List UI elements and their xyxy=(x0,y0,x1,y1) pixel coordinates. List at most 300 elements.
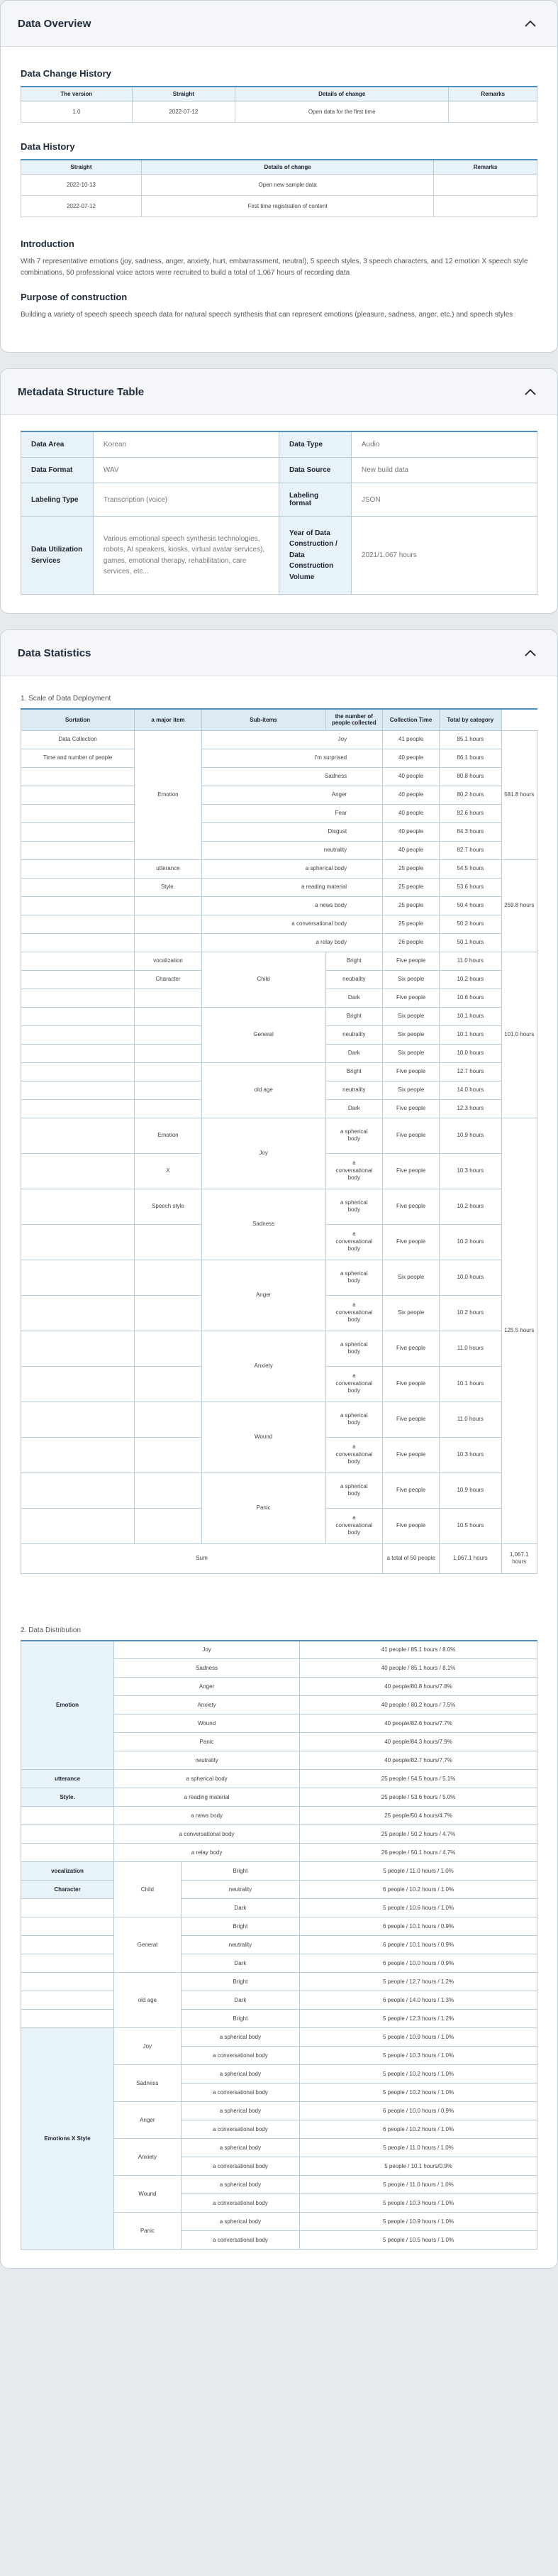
table-cell: 5 people / 11.0 hours / 1.0% xyxy=(300,2139,537,2157)
table-cell: Five people xyxy=(383,1331,440,1366)
table-cell xyxy=(21,1402,135,1437)
table-cell xyxy=(21,970,135,989)
table-cell xyxy=(21,841,135,859)
table-cell: 12.7 hours xyxy=(440,1062,501,1081)
table-cell xyxy=(21,2010,114,2028)
table-cell: a spherical body xyxy=(181,2028,299,2047)
table-cell: 53.6 hours xyxy=(440,878,501,896)
table-cell: Emotion xyxy=(135,1118,202,1153)
column-header: The version xyxy=(21,87,133,101)
table-cell: Emotion xyxy=(21,1641,114,1770)
table-cell: General xyxy=(114,1917,182,1973)
table-cell: Dark xyxy=(181,1991,299,2010)
table-cell: Joy xyxy=(114,1641,300,1659)
table-cell: a spherical body xyxy=(181,2176,299,2194)
table-cell: 6 people / 10.0 hours / 0.9% xyxy=(300,2102,537,2120)
table-row xyxy=(21,1991,537,2010)
table-cell: 125.5 hours xyxy=(501,1118,537,1543)
table-cell xyxy=(135,1295,202,1331)
table-cell: a conversational body xyxy=(325,1508,383,1543)
column-header: Total by category xyxy=(440,709,501,730)
table-cell xyxy=(21,859,135,878)
table-cell: a conversational body xyxy=(181,2047,299,2065)
table-cell: 14.0 hours xyxy=(440,1081,501,1099)
table-cell: 25 people / 50.2 hours / 4.7% xyxy=(300,1825,537,1844)
table-row xyxy=(21,1899,537,1917)
table-cell: Five people xyxy=(383,1189,440,1224)
table-cell: 10.0 hours xyxy=(440,1260,501,1295)
table-cell: 50.4 hours xyxy=(440,896,501,915)
table-cell: Five people xyxy=(383,1153,440,1189)
meta-value: Audio xyxy=(351,431,537,458)
table-cell xyxy=(135,989,202,1007)
table-row xyxy=(21,822,537,841)
table-cell xyxy=(21,1331,135,1366)
table-cell: Bright xyxy=(181,1973,299,1991)
table-cell xyxy=(21,896,135,915)
table-cell: 1,067.1 hours xyxy=(501,1543,537,1573)
column-header: Sub-items xyxy=(201,709,325,730)
table-cell: 10.2 hours xyxy=(440,1189,501,1224)
table-cell: 5 people / 10.2 hours / 1.0% xyxy=(300,2065,537,2084)
table-row xyxy=(21,952,537,970)
table-cell: 5 people / 11.0 hours / 1.0% xyxy=(300,2176,537,2194)
table-cell: 581.8 hours xyxy=(501,730,537,859)
table-cell: Dark xyxy=(181,1899,299,1917)
table-cell: a spherical body xyxy=(201,859,382,878)
table-cell xyxy=(449,101,537,123)
meta-value: Various emotional speech synthesis technologies, robots, AI speakers, kiosks, virtual avatar services), games, emotional therapy, rehabilitation, care services, etc... xyxy=(93,517,279,595)
meta-key: Year of Data Construction / Data Construction Volume xyxy=(279,517,351,595)
table-cell: 5 people / 10.3 hours / 1.0% xyxy=(300,2047,537,2065)
table-cell: a conversational body xyxy=(325,1366,383,1402)
panel-title: Data Overview xyxy=(18,17,91,30)
table-cell: Anxiety xyxy=(201,1331,325,1402)
meta-value: 2021/1,067 hours xyxy=(351,517,537,595)
table-cell: a spherical body xyxy=(325,1118,383,1153)
table-cell: Five people xyxy=(383,1224,440,1260)
table-cell: Bright xyxy=(181,1917,299,1936)
table-cell: 12.3 hours xyxy=(440,1099,501,1118)
meta-key: Data Format xyxy=(21,458,94,483)
table-cell xyxy=(21,1991,114,2010)
table-cell xyxy=(21,1044,135,1062)
table-row xyxy=(21,1862,537,1881)
table-cell: 10.3 hours xyxy=(440,1437,501,1473)
table-row xyxy=(21,1973,537,1991)
table-cell xyxy=(135,1025,202,1044)
table-cell xyxy=(21,1260,135,1295)
table-row xyxy=(21,87,537,101)
table-cell: Six people xyxy=(383,1025,440,1044)
table-cell: 6 people / 10.1 hours / 0.9% xyxy=(300,1936,537,1954)
table-cell xyxy=(135,1260,202,1295)
table-cell: Dark xyxy=(325,1044,383,1062)
table-cell: Five people xyxy=(383,989,440,1007)
table-cell: 5 people / 10.3 hours / 1.0% xyxy=(300,2194,537,2213)
table-row xyxy=(21,804,537,822)
table-cell: Child xyxy=(201,952,325,1007)
table-cell xyxy=(21,1473,135,1508)
table-cell: neutrality xyxy=(114,1751,300,1770)
table-cell xyxy=(21,1807,114,1825)
table-cell: Sum xyxy=(21,1543,383,1573)
table-cell xyxy=(135,933,202,952)
table-cell: Bright xyxy=(325,952,383,970)
table-cell: Style. xyxy=(21,1788,114,1807)
table-cell: 6 people / 10.1 hours / 0.9% xyxy=(300,1917,537,1936)
table-cell xyxy=(135,1081,202,1099)
panel-header[interactable] xyxy=(1,369,557,415)
table-cell: a conversational body xyxy=(181,2084,299,2102)
table-cell: First time registration of content xyxy=(142,196,434,217)
table-cell: Dark xyxy=(325,1099,383,1118)
table-cell: 25 people xyxy=(383,896,440,915)
table-cell: 5 people / 12.7 hours / 1.2% xyxy=(300,1973,537,1991)
table-cell: Wound xyxy=(114,2176,182,2213)
table-cell: 5 people / 10.9 hours / 1.0% xyxy=(300,2213,537,2231)
table-cell xyxy=(135,1473,202,1508)
table-cell: 40 people xyxy=(383,767,440,786)
table-cell: Open new sample data xyxy=(142,175,434,196)
table-cell: a news body xyxy=(114,1807,300,1825)
table-cell: Open data for the first time xyxy=(235,101,449,123)
table-cell xyxy=(135,1007,202,1025)
table-cell: 11.0 hours xyxy=(440,1331,501,1366)
table-cell xyxy=(21,1917,114,1936)
table-cell: neutrality xyxy=(201,841,382,859)
table-row xyxy=(21,1189,537,1224)
table-row xyxy=(21,1260,537,1295)
panel-header[interactable] xyxy=(1,630,557,676)
table-cell xyxy=(21,1936,114,1954)
table-cell: Anger xyxy=(114,1678,300,1696)
chevron-up-icon[interactable] xyxy=(520,382,540,402)
table-cell: a spherical body xyxy=(325,1331,383,1366)
table-row xyxy=(21,749,537,767)
table-cell xyxy=(21,915,135,933)
table-cell xyxy=(21,952,135,970)
table-cell: Dark xyxy=(181,1954,299,1973)
section-title: Purpose of construction xyxy=(21,292,128,302)
table-cell: 40 people/84.3 hours/7.9% xyxy=(300,1733,537,1751)
table-cell xyxy=(21,1825,114,1844)
panel-title: Metadata Structure Table xyxy=(18,385,145,398)
table-cell: Anger xyxy=(201,1260,325,1331)
table-cell: 2022-07-12 xyxy=(132,101,235,123)
table-cell xyxy=(434,196,537,217)
table-cell: neutrality xyxy=(325,1025,383,1044)
table-cell: 40 people/82.7 hours/7.7% xyxy=(300,1751,537,1770)
table-cell xyxy=(21,1899,114,1917)
table-row xyxy=(21,1007,537,1025)
table-row xyxy=(21,915,537,933)
table-cell: X xyxy=(135,1153,202,1189)
table-cell xyxy=(21,933,135,952)
table-cell: Emotions X Style xyxy=(21,2028,114,2250)
table-cell: a conversational body xyxy=(114,1825,300,1844)
section-title: Data History xyxy=(21,141,75,152)
table-cell xyxy=(21,1366,135,1402)
table-cell: 101.0 hours xyxy=(501,952,537,1118)
meta-key: Data Source xyxy=(279,458,351,483)
table-cell: 1.0 xyxy=(21,101,133,123)
table-cell: Style. xyxy=(135,878,202,896)
table-cell: a conversational body xyxy=(201,915,382,933)
table-cell: 40 people xyxy=(383,804,440,822)
table-row xyxy=(21,933,537,952)
table-cell: 50.2 hours xyxy=(440,915,501,933)
table-cell: 85.1 hours xyxy=(440,730,501,749)
column-header: the number of people collected xyxy=(325,709,383,730)
table-cell: Anxiety xyxy=(114,1696,300,1714)
column-header: Sortation xyxy=(21,709,135,730)
table-cell: 11.0 hours xyxy=(440,952,501,970)
table-cell xyxy=(21,1954,114,1973)
meta-key: Data Type xyxy=(279,431,351,458)
table-cell: 6 people / 10.2 hours / 1.0% xyxy=(300,2120,537,2139)
table-row xyxy=(21,2010,537,2028)
metadata-table xyxy=(21,431,537,595)
table-cell: 80.8 hours xyxy=(440,767,501,786)
table-cell: 6 people / 14.0 hours / 1.3% xyxy=(300,1991,537,2010)
table-cell: Time and number of people xyxy=(21,749,135,767)
section-title: Introduction xyxy=(21,238,74,249)
table-cell: 84.3 hours xyxy=(440,822,501,841)
table-cell: Six people xyxy=(383,1260,440,1295)
table-cell xyxy=(21,878,135,896)
meta-key: Labeling Type xyxy=(21,483,94,517)
table-cell: 40 people / 85.1 hours / 8.1% xyxy=(300,1659,537,1678)
column-header: a major item xyxy=(135,709,202,730)
table-row xyxy=(21,1844,537,1862)
meta-value: Korean xyxy=(93,431,279,458)
distribution-table xyxy=(21,1640,537,2250)
table-cell: vocalization xyxy=(21,1862,114,1881)
table-cell: Sadness xyxy=(201,1189,325,1260)
table-cell: 1,067.1 hours xyxy=(440,1543,501,1573)
column-header: Collection Time xyxy=(383,709,440,730)
table-cell: 5 people / 10.5 hours / 1.0% xyxy=(300,2231,537,2250)
table-cell: a conversational body xyxy=(325,1437,383,1473)
table-cell: 10.1 hours xyxy=(440,1007,501,1025)
table-cell: a total of 50 people xyxy=(383,1543,440,1573)
table-cell: 5 people / 10.6 hours / 1.0% xyxy=(300,1899,537,1917)
table-cell: Joy xyxy=(201,730,382,749)
table-cell: 25 people xyxy=(383,878,440,896)
panel-header[interactable] xyxy=(1,1,557,47)
table-cell: Wound xyxy=(114,1714,300,1733)
table-cell: Panic xyxy=(201,1473,325,1543)
table-cell: 5 people / 11.0 hours / 1.0% xyxy=(300,1862,537,1881)
table-cell: 10.0 hours xyxy=(440,1044,501,1062)
table-cell: Bright xyxy=(181,1862,299,1881)
table-cell: Bright xyxy=(325,1007,383,1025)
table-cell: Speech style xyxy=(135,1189,202,1224)
table-cell: a reading material xyxy=(114,1788,300,1807)
table-cell: Six people xyxy=(383,1081,440,1099)
table-cell: a spherical body xyxy=(325,1473,383,1508)
table-row xyxy=(21,458,537,483)
table-row xyxy=(21,175,537,196)
table-cell: 10.9 hours xyxy=(440,1473,501,1508)
table-cell: Character xyxy=(21,1881,114,1899)
table-cell: Five people xyxy=(383,1099,440,1118)
table-cell: a conversational body xyxy=(325,1153,383,1189)
table-cell: Six people xyxy=(383,1044,440,1062)
table-row xyxy=(21,1118,537,1153)
table-row xyxy=(21,431,537,458)
table-cell: Five people xyxy=(383,1402,440,1437)
table-cell: a relay body xyxy=(114,1844,300,1862)
table-row xyxy=(21,1936,537,1954)
table-cell: a spherical body xyxy=(181,2065,299,2084)
table-cell: 10.3 hours xyxy=(440,1153,501,1189)
table-cell: Joy xyxy=(114,2028,182,2065)
table-cell: a conversational body xyxy=(181,2231,299,2250)
table-cell: 41 people xyxy=(383,730,440,749)
table-cell: 40 people/82.6 hours/7.7% xyxy=(300,1714,537,1733)
table-cell: 40 people / 80.2 hours / 7.5% xyxy=(300,1696,537,1714)
table-cell: a conversational body xyxy=(181,2120,299,2139)
table-cell xyxy=(21,1007,135,1025)
table-cell: a spherical body xyxy=(181,2139,299,2157)
table-row xyxy=(21,1807,537,1825)
table-cell: Joy xyxy=(201,1118,325,1189)
table-cell: Five people xyxy=(383,1437,440,1473)
table-cell: 10.1 hours xyxy=(440,1366,501,1402)
table-cell xyxy=(135,1099,202,1118)
table-cell: 82.7 hours xyxy=(440,841,501,859)
table-cell: a relay body xyxy=(201,933,382,952)
table-cell: 40 people xyxy=(383,749,440,767)
table-cell: Six people xyxy=(383,1295,440,1331)
table-cell xyxy=(21,1508,135,1543)
table-cell: neutrality xyxy=(181,1881,299,1899)
table-cell: Data Collection xyxy=(21,730,135,749)
meta-key: Data Area xyxy=(21,431,94,458)
table-cell: Dark xyxy=(325,989,383,1007)
table-cell: 54.5 hours xyxy=(440,859,501,878)
table-cell xyxy=(21,1295,135,1331)
table-cell: old age xyxy=(114,1973,182,2028)
table-cell: Fear xyxy=(201,804,382,822)
table-row xyxy=(21,709,537,730)
table-cell: 25 people xyxy=(383,859,440,878)
table-row xyxy=(21,1788,537,1807)
dist-title: 2. Data Distribution xyxy=(21,1626,82,1634)
table-cell: Panic xyxy=(114,1733,300,1751)
table-cell: Anger xyxy=(114,2102,182,2139)
table-cell xyxy=(135,1366,202,1402)
table-cell xyxy=(21,1224,135,1260)
table-cell: 80.2 hours xyxy=(440,786,501,804)
table-row xyxy=(21,730,537,749)
table-row xyxy=(21,1917,537,1936)
table-row xyxy=(21,517,537,595)
table-cell: 26 people / 50.1 hours / 4.7% xyxy=(300,1844,537,1862)
table-cell: 6 people / 10.0 hours / 0.9% xyxy=(300,1954,537,1973)
table-row xyxy=(21,196,537,217)
table-cell: 25 people / 54.5 hours / 5.1% xyxy=(300,1770,537,1788)
table-cell: Sadness xyxy=(201,767,382,786)
table-cell: 50.1 hours xyxy=(440,933,501,952)
table-cell: 86.1 hours xyxy=(440,749,501,767)
scale-table xyxy=(21,708,537,1574)
table-cell: utterance xyxy=(21,1770,114,1788)
table-cell xyxy=(21,1153,135,1189)
table-cell xyxy=(21,804,135,822)
table-cell: 259.8 hours xyxy=(501,859,537,952)
table-cell xyxy=(21,1099,135,1118)
table-cell: Five people xyxy=(383,1366,440,1402)
table-cell xyxy=(135,1044,202,1062)
table-row xyxy=(21,1543,537,1573)
table-cell xyxy=(21,1081,135,1099)
table-cell xyxy=(21,1189,135,1224)
meta-value: Transcription (voice) xyxy=(93,483,279,517)
table-cell: a news body xyxy=(201,896,382,915)
table-cell: Wound xyxy=(201,1402,325,1473)
table-cell xyxy=(21,1973,114,1991)
chevron-up-icon[interactable] xyxy=(520,643,540,663)
meta-key: Labeling format xyxy=(279,483,351,517)
table-cell: General xyxy=(201,1007,325,1062)
table-cell: a spherical body xyxy=(181,2102,299,2120)
table-row xyxy=(21,786,537,804)
table-cell: 10.2 hours xyxy=(440,1295,501,1331)
table-row xyxy=(21,1062,537,1081)
table-cell: Five people xyxy=(383,1062,440,1081)
table-cell xyxy=(21,822,135,841)
history-table xyxy=(21,159,537,217)
table-cell: Panic xyxy=(114,2213,182,2250)
table-cell: a spherical body xyxy=(325,1402,383,1437)
data-overview-panel xyxy=(0,0,558,353)
table-cell: neutrality xyxy=(181,1936,299,1954)
column-header: Straight xyxy=(132,87,235,101)
table-cell: 25 people/50.4 hours/4.7% xyxy=(300,1807,537,1825)
table-cell: 5 people / 10.9 hours / 1.0% xyxy=(300,2028,537,2047)
table-cell: 2022-10-13 xyxy=(21,175,142,196)
table-cell: neutrality xyxy=(325,1081,383,1099)
table-row xyxy=(21,878,537,896)
table-cell: 10.9 hours xyxy=(440,1118,501,1153)
table-cell: a spherical body xyxy=(181,2213,299,2231)
column-header: Remarks xyxy=(449,87,537,101)
meta-value: WAV xyxy=(93,458,279,483)
table-cell xyxy=(135,1402,202,1437)
table-cell: 26 people xyxy=(383,933,440,952)
table-cell xyxy=(135,1508,202,1543)
chevron-up-icon[interactable] xyxy=(520,13,540,33)
table-cell: vocalization xyxy=(135,952,202,970)
table-cell: 10.1 hours xyxy=(440,1025,501,1044)
table-row xyxy=(21,1402,537,1437)
table-cell xyxy=(21,1437,135,1473)
table-cell: Six people xyxy=(383,1007,440,1025)
table-cell: 25 people xyxy=(383,915,440,933)
table-cell xyxy=(135,1331,202,1366)
table-cell: 5 people / 12.3 hours / 1.2% xyxy=(300,2010,537,2028)
table-cell xyxy=(135,915,202,933)
table-cell: Five people xyxy=(383,1473,440,1508)
table-cell: Bright xyxy=(325,1062,383,1081)
table-cell: Five people xyxy=(383,1508,440,1543)
table-row xyxy=(21,1331,537,1366)
table-cell: Disgust xyxy=(201,822,382,841)
table-cell: Character xyxy=(135,970,202,989)
